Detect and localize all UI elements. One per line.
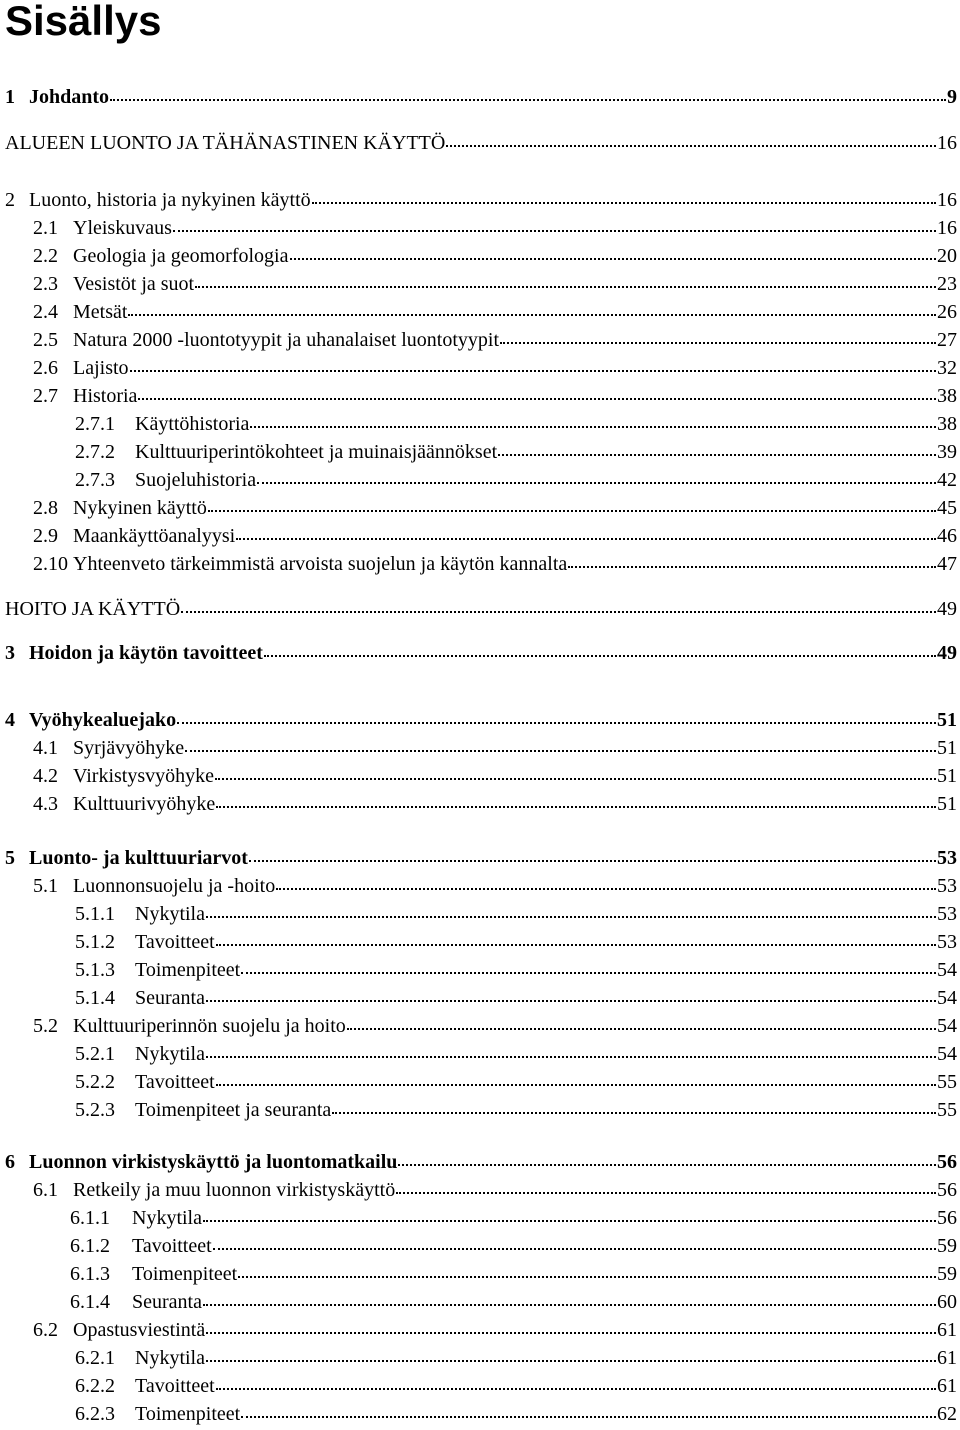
toc-entry-page-number: 51 <box>937 709 957 731</box>
toc-entry[interactable] <box>5 596 957 622</box>
toc-entry-title: Virkistysvyöhyke <box>73 765 215 787</box>
toc-entry-number: 5.1.3 <box>75 959 115 981</box>
toc-entry-title: Toimenpiteet <box>132 1263 238 1285</box>
toc-entry-title: Geologia ja geomorfologia <box>73 245 289 267</box>
toc-entry-title: Luonnon virkistyskäyttö ja luontomatkailu <box>29 1151 398 1173</box>
toc-entry[interactable] <box>75 1345 957 1371</box>
dot-leader <box>347 1028 936 1030</box>
toc-entry[interactable] <box>33 763 957 789</box>
toc-entry-page-number: 53 <box>937 875 957 897</box>
dot-leader <box>568 566 936 568</box>
dot-leader <box>206 1056 936 1058</box>
toc-entry-title: Nykytila <box>135 903 205 925</box>
dot-leader <box>249 860 936 862</box>
dot-leader <box>396 1192 936 1194</box>
toc-entry-title: Toimenpiteet <box>135 959 241 981</box>
toc-entry-title: Retkeily ja muu luonnon virkistyskäyttö <box>73 1179 396 1201</box>
toc-entry-number: 5 <box>5 847 15 869</box>
toc-entry-title: Nykytila <box>135 1347 205 1369</box>
toc-entry-title: ALUEEN LUONTO JA TÄHÄNASTINEN KÄYTTÖ <box>5 132 446 154</box>
toc-entry-number: 2.9 <box>33 525 58 547</box>
dot-leader <box>177 722 936 724</box>
toc-entry[interactable] <box>5 1149 957 1175</box>
toc-entry-title: Tavoitteet <box>135 931 215 953</box>
toc-entry[interactable] <box>5 187 957 213</box>
toc-entry-title: Natura 2000 -luontotyypit ja uhanalaiset luontotyypit <box>73 329 500 351</box>
dot-leader <box>290 258 937 260</box>
toc-entry-title: Syrjävyöhyke <box>73 737 185 759</box>
toc-entry-page-number: 61 <box>937 1375 957 1397</box>
toc-entry[interactable] <box>75 467 957 493</box>
toc-entry-number: 2.6 <box>33 357 58 379</box>
toc-entry[interactable] <box>5 84 957 110</box>
toc-entry[interactable] <box>33 735 957 761</box>
dot-leader <box>181 611 936 613</box>
toc-entry-page-number: 54 <box>937 1015 957 1037</box>
dot-leader <box>312 202 936 204</box>
dot-leader <box>216 1388 936 1390</box>
toc-entry-title: Johdanto <box>29 86 110 108</box>
toc-entry-number: 2.3 <box>33 273 58 295</box>
toc-entry[interactable] <box>75 929 957 955</box>
toc-entry-title: Luonnonsuojelu ja -hoito <box>73 875 276 897</box>
toc-entry[interactable] <box>33 215 957 241</box>
toc-entry-number: 6 <box>5 1151 15 1173</box>
toc-entry-page-number: 60 <box>937 1291 957 1313</box>
toc-entry-title: Opastusviestintä <box>73 1319 206 1341</box>
toc-entry[interactable] <box>75 439 957 465</box>
toc-entry[interactable] <box>75 1373 957 1399</box>
toc-entry-number: 6.2 <box>33 1319 58 1341</box>
toc-entry-title: Toimenpiteet <box>135 1403 241 1425</box>
dot-leader <box>173 230 936 232</box>
dot-leader <box>185 750 936 752</box>
toc-entry-title: Nykytila <box>135 1043 205 1065</box>
toc-entry-page-number: 26 <box>937 301 957 323</box>
toc-entry-number: 2 <box>5 189 15 211</box>
toc-entry-number: 2.10 <box>33 553 68 575</box>
dot-leader <box>206 1332 936 1334</box>
toc-entry-title: Nykytila <box>132 1207 202 1229</box>
toc-entry[interactable] <box>75 1041 957 1067</box>
toc-entry-page-number: 53 <box>937 847 957 869</box>
toc-entry[interactable] <box>33 243 957 269</box>
dot-leader <box>206 1000 936 1002</box>
dot-leader <box>206 916 936 918</box>
dot-leader <box>138 398 936 400</box>
toc-entry[interactable] <box>33 1177 957 1203</box>
toc-entry-title: Käyttöhistoria <box>135 413 250 435</box>
toc-entry[interactable] <box>75 901 957 927</box>
toc-entry-page-number: 51 <box>937 737 957 759</box>
toc-entry-page-number: 56 <box>937 1207 957 1229</box>
toc-entry-title: Kulttuurivyöhyke <box>73 793 216 815</box>
toc-entry-title: Historia <box>73 385 138 407</box>
toc-entry-number: 5.1.2 <box>75 931 115 953</box>
toc-entry[interactable] <box>75 985 957 1011</box>
toc-entry-page-number: 59 <box>937 1235 957 1257</box>
toc-entry[interactable] <box>33 1317 957 1343</box>
toc-entry-number: 5.2.3 <box>75 1099 115 1121</box>
toc-entry-number: 2.7.3 <box>75 469 115 491</box>
dot-leader <box>264 655 936 657</box>
dot-leader <box>446 145 936 147</box>
toc-entry-number: 4.2 <box>33 765 58 787</box>
toc-entry[interactable] <box>33 551 957 577</box>
toc-entry-number: 1 <box>5 86 15 108</box>
toc-entry-number: 6.1.3 <box>70 1263 110 1285</box>
toc-entry-title: Vyöhykealuejako <box>29 709 177 731</box>
toc-entry-title: Suojeluhistoria <box>135 469 257 491</box>
toc-entry-page-number: 51 <box>937 793 957 815</box>
toc-entry-number: 6.2.2 <box>75 1375 115 1397</box>
toc-entry-number: 6.2.1 <box>75 1347 115 1369</box>
dot-leader <box>250 426 936 428</box>
dot-leader <box>236 538 936 540</box>
toc-entry[interactable] <box>75 1069 957 1095</box>
toc-entry-number: 5.2 <box>33 1015 58 1037</box>
dot-leader <box>276 888 936 890</box>
toc-entry-page-number: 59 <box>937 1263 957 1285</box>
toc-entry-number: 4.1 <box>33 737 58 759</box>
toc-entry-page-number: 54 <box>937 987 957 1009</box>
toc-entry-number: 6.2.3 <box>75 1403 115 1425</box>
toc-entry-number: 5.2.1 <box>75 1043 115 1065</box>
dot-leader <box>500 342 936 344</box>
toc-entry-page-number: 27 <box>937 329 957 351</box>
dot-leader <box>110 99 946 101</box>
toc-entry-title: Tavoitteet <box>135 1375 215 1397</box>
toc-entry-page-number: 47 <box>937 553 957 575</box>
toc-entry-title: Luonto- ja kulttuuriarvot <box>29 847 248 869</box>
toc-entry[interactable] <box>33 327 957 353</box>
dot-leader <box>208 510 936 512</box>
toc-entry-title: Seuranta <box>132 1291 202 1313</box>
dot-leader <box>195 286 936 288</box>
toc-entry[interactable] <box>33 1013 957 1039</box>
toc-entry-title: Kulttuuriperinnön suojelu ja hoito <box>73 1015 346 1037</box>
toc-entry-number: 4 <box>5 709 15 731</box>
toc-entry[interactable] <box>75 1401 957 1427</box>
toc-entry-page-number: 38 <box>937 385 957 407</box>
dot-leader <box>238 1276 936 1278</box>
toc-entry-number: 4.3 <box>33 793 58 815</box>
toc-entry[interactable] <box>33 271 957 297</box>
toc-entry-title: Seuranta <box>135 987 205 1009</box>
toc-entry[interactable] <box>33 791 957 817</box>
toc-entry-page-number: 61 <box>937 1319 957 1341</box>
toc-entry-page-number: 54 <box>937 1043 957 1065</box>
toc-entry[interactable] <box>33 873 957 899</box>
toc-entry-number: 2.7.2 <box>75 441 115 463</box>
toc-entry-title: Yhteenveto tärkeimmistä arvoista suojelun ja käytön kannalta <box>73 553 568 575</box>
toc-entry-page-number: 56 <box>937 1179 957 1201</box>
toc-entry[interactable] <box>70 1289 957 1315</box>
toc-entry-page-number: 49 <box>937 598 957 620</box>
toc-entry-number: 2.7 <box>33 385 58 407</box>
toc-entry[interactable] <box>5 130 957 156</box>
toc-entry-page-number: 42 <box>937 469 957 491</box>
toc-entry-title: HOITO JA KÄYTTÖ <box>5 598 181 620</box>
toc-entry-page-number: 45 <box>937 497 957 519</box>
toc-entry-page-number: 55 <box>937 1071 957 1093</box>
toc-entry[interactable] <box>33 299 957 325</box>
dot-leader <box>203 1220 936 1222</box>
toc-entry[interactable] <box>5 845 957 871</box>
toc-entry-title: Metsät <box>73 301 128 323</box>
toc-entry-number: 2.2 <box>33 245 58 267</box>
toc-entry-page-number: 32 <box>937 357 957 379</box>
toc-entry-page-number: 16 <box>937 132 957 154</box>
dot-leader <box>128 314 936 316</box>
toc-entry-page-number: 55 <box>937 1099 957 1121</box>
dot-leader <box>398 1164 936 1166</box>
toc-entry-page-number: 53 <box>937 903 957 925</box>
toc-entry[interactable] <box>33 355 957 381</box>
toc-entry-number: 5.1.1 <box>75 903 115 925</box>
toc-entry-number: 2.7.1 <box>75 413 115 435</box>
toc-entry[interactable] <box>70 1205 957 1231</box>
dot-leader <box>241 972 936 974</box>
toc-entry[interactable] <box>5 707 957 733</box>
toc-entry-title: Toimenpiteet ja seuranta <box>135 1099 332 1121</box>
toc-entry-page-number: 62 <box>937 1403 957 1425</box>
toc-entry-number: 6.1.1 <box>70 1207 110 1229</box>
toc-entry-page-number: 23 <box>937 273 957 295</box>
toc-entry-page-number: 53 <box>937 931 957 953</box>
dot-leader <box>206 1360 936 1362</box>
toc-entry-page-number: 49 <box>937 642 957 664</box>
toc-entry-title: Yleiskuvaus <box>73 217 172 239</box>
dot-leader <box>498 454 936 456</box>
dot-leader <box>130 370 936 372</box>
toc-entry-title: Kulttuuriperintökohteet ja muinaisjäännökset <box>135 441 498 463</box>
toc-entry[interactable] <box>70 1233 957 1259</box>
toc-entry[interactable] <box>5 640 957 666</box>
toc-entry-title: Tavoitteet <box>135 1071 215 1093</box>
dot-leader <box>216 806 936 808</box>
toc-entry-number: 6.1.2 <box>70 1235 110 1257</box>
dot-leader <box>216 944 936 946</box>
dot-leader <box>203 1304 936 1306</box>
toc-entry-number: 5.1 <box>33 875 58 897</box>
toc-entry-title: Luonto, historia ja nykyinen käyttö <box>29 189 311 211</box>
toc-entry-page-number: 20 <box>937 245 957 267</box>
toc-entry-page-number: 39 <box>937 441 957 463</box>
toc-entry-title: Maankäyttöanalyysi <box>73 525 236 547</box>
toc-entry-title: Hoidon ja käytön tavoitteet <box>29 642 263 664</box>
toc-entry[interactable] <box>75 411 957 437</box>
toc-entry-title: Lajisto <box>73 357 129 379</box>
toc-entry-number: 2.4 <box>33 301 58 323</box>
toc-entry-number: 5.1.4 <box>75 987 115 1009</box>
toc-entry[interactable] <box>70 1261 957 1287</box>
toc-entry-page-number: 56 <box>937 1151 957 1173</box>
toc-entry-number: 6.1 <box>33 1179 58 1201</box>
toc-entry-page-number: 54 <box>937 959 957 981</box>
toc-entry-page-number: 9 <box>947 86 957 108</box>
toc-entry[interactable] <box>75 957 957 983</box>
toc-entry-number: 6.1.4 <box>70 1291 110 1313</box>
toc-entry-number: 2.1 <box>33 217 58 239</box>
dot-leader <box>257 482 936 484</box>
page-title: Sisällys <box>5 0 162 44</box>
toc-entry-page-number: 38 <box>937 413 957 435</box>
dot-leader <box>215 778 936 780</box>
toc-entry-page-number: 16 <box>937 189 957 211</box>
toc-entry-title: Vesistöt ja suot <box>73 273 195 295</box>
toc-entry-page-number: 61 <box>937 1347 957 1369</box>
toc-entry-page-number: 46 <box>937 525 957 547</box>
toc-entry-page-number: 16 <box>937 217 957 239</box>
toc-entry-number: 2.8 <box>33 497 58 519</box>
dot-leader <box>213 1248 936 1250</box>
toc-entry[interactable] <box>33 523 957 549</box>
toc-entry-number: 2.5 <box>33 329 58 351</box>
toc-entry[interactable] <box>75 1097 957 1123</box>
toc-entry[interactable] <box>33 383 957 409</box>
toc-entry-title: Nykyinen käyttö <box>73 497 207 519</box>
toc-entry-title: Tavoitteet <box>132 1235 212 1257</box>
dot-leader <box>332 1112 936 1114</box>
toc-entry-number: 3 <box>5 642 15 664</box>
toc-entry-number: 5.2.2 <box>75 1071 115 1093</box>
dot-leader <box>216 1084 936 1086</box>
dot-leader <box>241 1416 936 1418</box>
toc-entry-page-number: 51 <box>937 765 957 787</box>
toc-entry[interactable] <box>33 495 957 521</box>
